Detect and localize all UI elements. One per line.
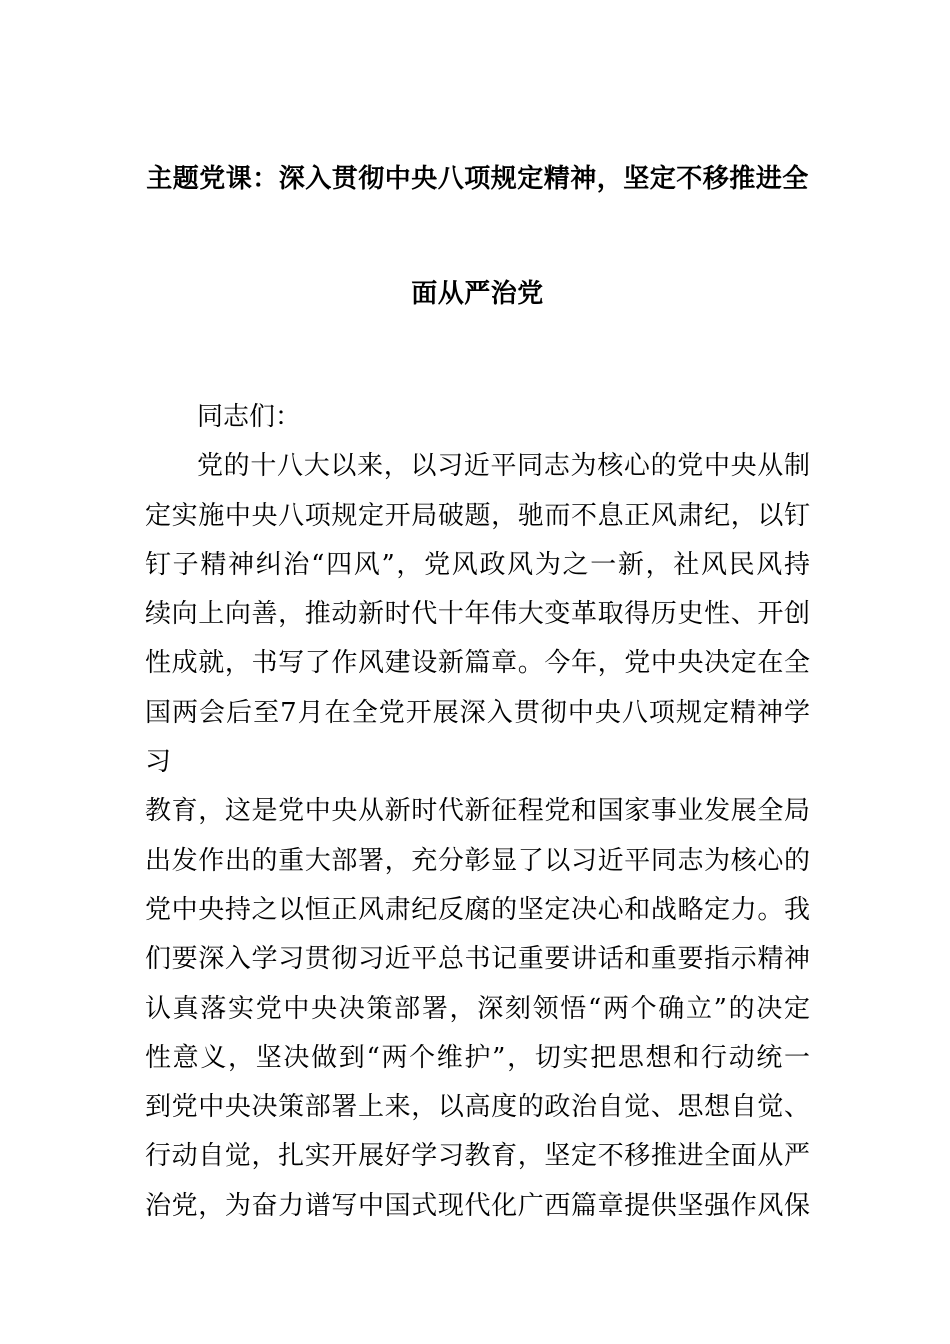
body-line: 治党，为奋力谱写中国式现代化广西篇章提供坚强作风保 [145, 1190, 810, 1221]
body-line: 认真落实党中央决策部署，深刻领悟“两个确立”的决定 [145, 993, 810, 1024]
body-line: 党中央持之以恒正风肃纪反腐的坚定决心和战略定力。我 [145, 894, 810, 925]
body-line: 党的十八大以来，以习近平同志为核心的党中央从制 [197, 451, 810, 482]
body-line: 到党中央决策部署上来，以高度的政治自觉、思想自觉、 [145, 1092, 810, 1123]
body-line: 出发作出的重大部署，充分彰显了以习近平同志为核心的 [145, 845, 810, 876]
document-title [145, 122, 810, 352]
body-line: 性成就，书写了作风建设新篇章。今年，党中央决定在全 [145, 648, 810, 679]
body-line: 钉子精神纠治“四风”，党风政风为之一新，社风民风持 [145, 549, 810, 580]
body-line: 性意义，坚决做到“两个维护”，切实把思想和行动统一 [145, 1042, 810, 1073]
document-body [145, 393, 810, 1231]
body-line: 们要深入学习贯彻习近平总书记重要讲话和重要指示精神 [145, 944, 810, 975]
title-line-1: 主题党课：深入贯彻中央八项规定精神，坚定不移推进全 [146, 164, 809, 194]
body-line: 行动自觉，扎实开展好学习教育，坚定不移推进全面从严 [145, 1141, 810, 1172]
body-line: 续向上向善，推动新时代十年伟大变革取得历史性、开创 [145, 599, 810, 630]
salutation-line: 同志们： [197, 402, 302, 432]
body-line: 教育，这是党中央从新时代新征程党和国家事业发展全局 [145, 796, 810, 827]
title-line-2: 面从严治党 [411, 279, 544, 309]
body-line: 定实施中央八项规定开局破题，驰而不息正风肃纪，以钉 [145, 500, 810, 531]
body-line: 国两会后至7月在全党开展深入贯彻中央八项规定精神学习 [145, 697, 810, 778]
